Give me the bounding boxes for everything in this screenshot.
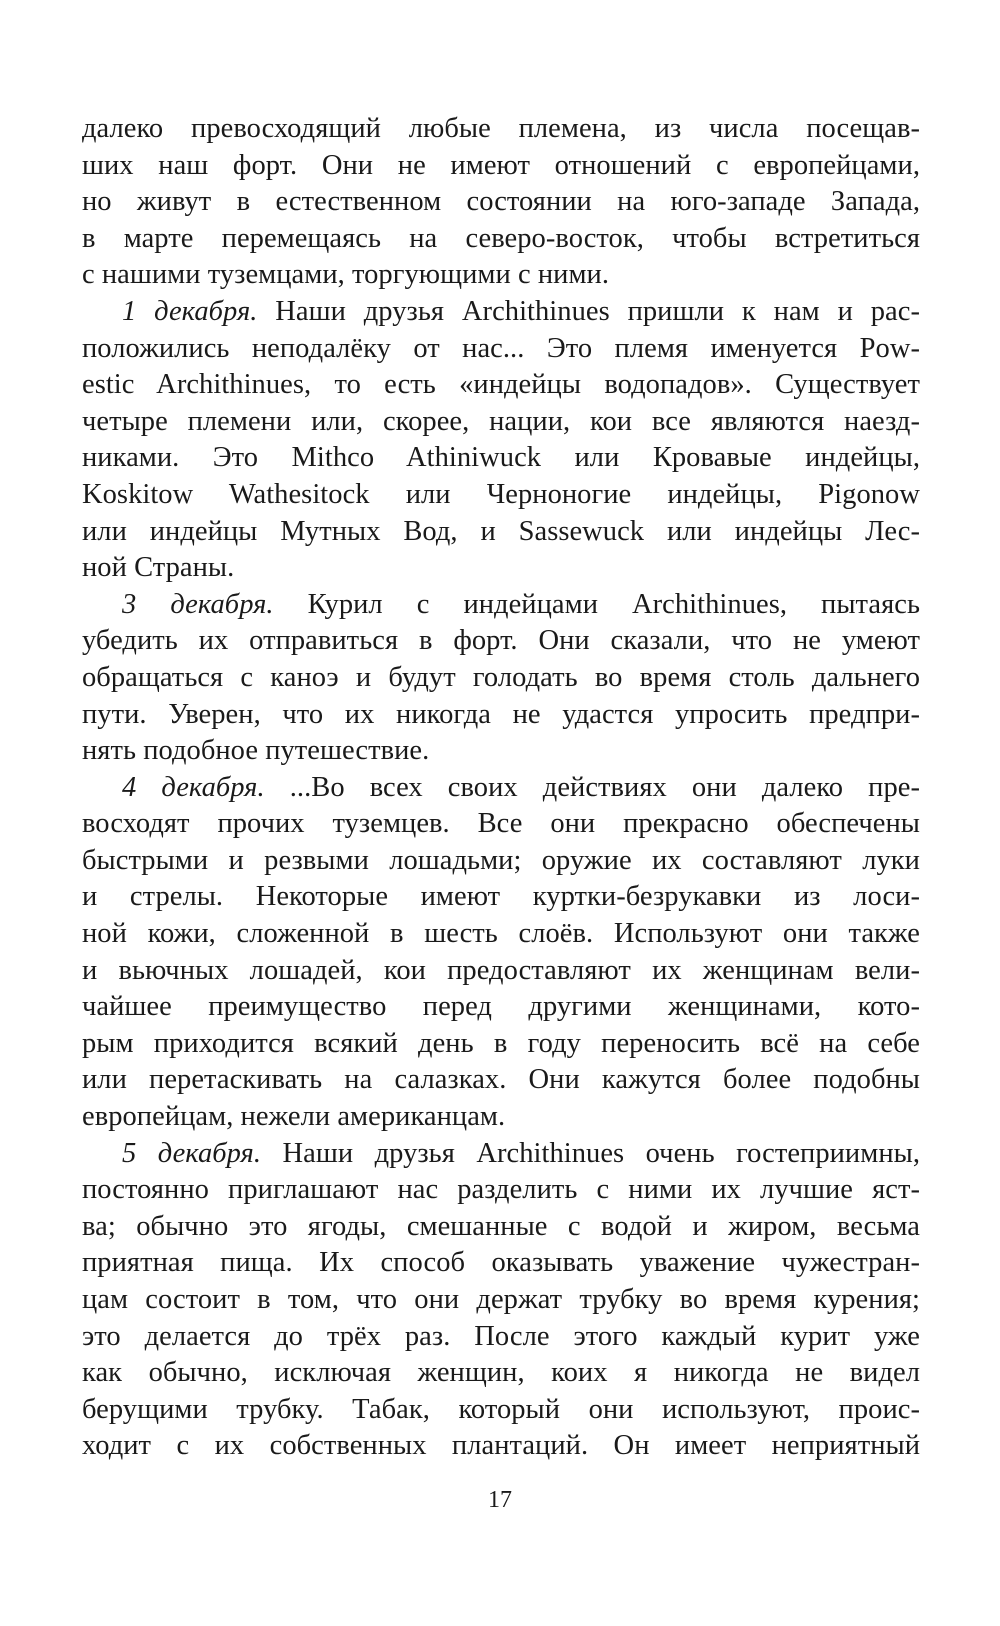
entry-date: 3 декабря.: [122, 588, 274, 620]
text-line: цам состоит в том, что они держат трубку во время курения;: [82, 1284, 920, 1315]
text-line: [82, 587, 920, 624]
text-line: положились неподалёку от нас... Это племя именуется Pow-: [82, 332, 920, 364]
text-fragment: Курил с индейцами Archithinues, пытаясь: [273, 588, 920, 620]
text-line: или индейцы Мутных Вод, и Sassewuck или индейцы Лес-: [82, 515, 920, 547]
text-line: берущими трубку. Табак, который они используют, проис-: [82, 1393, 920, 1425]
page-number: 17: [488, 1487, 512, 1513]
text-line: Koskitow Wathesitock или Черноногие индейцы, Pigonow: [82, 478, 920, 510]
text-line: но живут в естественном состоянии на юго-западе Запада,: [82, 186, 920, 218]
text-line: и стрелы. Некоторые имеют куртки-безрукавки из лоси-: [82, 881, 920, 913]
entry-date: 1 декабря.: [122, 295, 258, 327]
text-line: чайшее преимущество перед другими женщинами, кото-: [82, 991, 920, 1023]
text-line: быстрыми и резвыми лошадьми; оружие их составляют луки: [82, 844, 920, 876]
paragraph-dec-5: [82, 1136, 920, 1465]
text-line: далеко превосходящий любые племена, из числа посещав-: [82, 113, 920, 144]
text-line: обращаться с каноэ и будут голодать во время столь дальнего: [82, 661, 920, 693]
text-line: как обычно, исключая женщин, коих я никогда не видел: [82, 1357, 920, 1389]
text-line: четыре племени или, скорее, нации, кои все являются наезд-: [82, 405, 920, 437]
text-line: это делается до трёх раз. После этого каждый курит уже: [82, 1320, 920, 1352]
text-line: в марте перемещаясь на северо-восток, чтобы встретиться: [82, 222, 920, 254]
text-line: европейцам, нежели американцам.: [82, 1101, 506, 1133]
paragraph-dec-1: [82, 294, 920, 587]
entry-date: 5 декабря.: [122, 1137, 262, 1169]
entry-date: 4 декабря.: [122, 771, 265, 803]
paragraph-intro: [82, 111, 920, 294]
text-line: пути. Уверен, что их никогда не удастся упросить предпри-: [82, 698, 920, 730]
page-body: [82, 111, 920, 1465]
text-line: или перетаскивать на салазках. Они кажутся более подобны: [82, 1064, 920, 1096]
paragraph-dec-4: [82, 770, 920, 1136]
text-line: ва; обычно это ягоды, смешанные с водой и жиром, весьма: [82, 1210, 920, 1242]
paragraph-dec-3: [82, 587, 920, 770]
text-line: [82, 294, 920, 331]
text-line: [82, 770, 920, 807]
text-line: приятная пища. Их способ оказывать уважение чужестран-: [82, 1247, 920, 1279]
text-line: ной Страны.: [82, 552, 235, 584]
text-line: ших наш форт. Они не имеют отношений с европейцами,: [82, 149, 920, 181]
text-fragment: Наши друзья Archithinues пришли к нам и рас-: [257, 295, 920, 327]
text-fragment: ...Во всех своих действиях они далеко пре-: [264, 771, 920, 803]
text-line: никами. Это Mithco Athiniwuck или Кровавые индейцы,: [82, 442, 920, 474]
text-line: ной кожи, сложенной в шесть слоёв. Используют они также: [82, 918, 920, 950]
text-line: убедить их отправиться в форт. Они сказали, что не умеют: [82, 625, 920, 657]
text-line: estic Archithinues, то есть «индейцы водопадов». Существует: [82, 369, 920, 401]
text-line: постоянно приглашают нас разделить с ними их лучшие яст-: [82, 1174, 920, 1206]
text-line: рым приходится всякий день в году переносить всё на себе: [82, 1027, 920, 1059]
text-line: с нашими туземцами, торгующими с ними.: [82, 259, 610, 291]
text-line: [82, 1136, 920, 1173]
text-line: ходит с их собственных плантаций. Он имеет неприятный: [82, 1430, 920, 1462]
text-line: восходят прочих туземцев. Все они прекрасно обеспечены: [82, 808, 920, 840]
text-line: и вьючных лошадей, кои предоставляют их женщинам вели-: [82, 954, 920, 986]
text-fragment: Наши друзья Archithinues очень гостеприимны,: [261, 1137, 920, 1169]
text-line: нять подобное путешествие.: [82, 735, 430, 767]
